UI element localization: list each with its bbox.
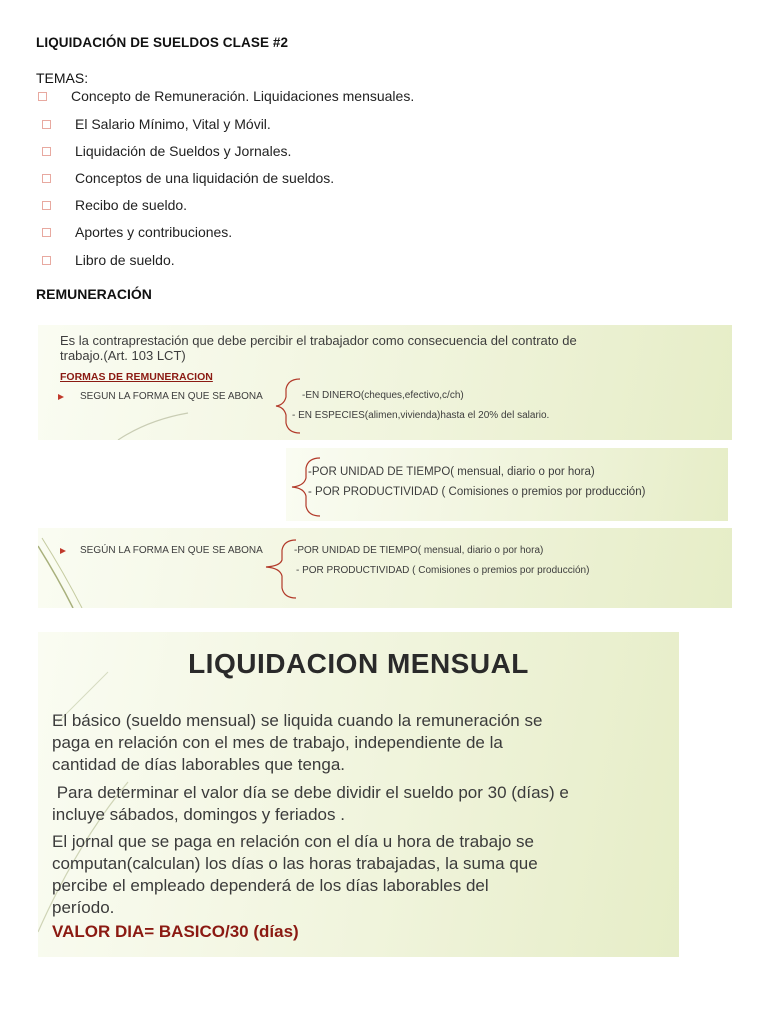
bullet-arrow-icon	[60, 548, 66, 554]
option-por-productividad: - POR PRODUCTIVIDAD ( Comisiones o premios por producción)	[308, 486, 646, 498]
option-en-especies: - EN ESPECIES(alimen,vivienda)hasta el 20% del salario.	[292, 410, 550, 421]
brace-icon	[264, 538, 298, 600]
checkbox-icon	[42, 256, 51, 265]
list-item: Concepto de Remuneración. Liquidaciones mensuales.	[71, 88, 415, 104]
paragraph-line: cantidad de días laborables que tenga.	[52, 755, 346, 774]
paragraph-line: Para determinar el valor día se debe dividir el sueldo por 30 (días) e	[52, 783, 569, 802]
slide-por-unidad	[286, 448, 728, 521]
paragraph-valor-dia	[52, 782, 569, 826]
criterion-label: SEGÚN LA FORMA EN QUE SE ABONA	[80, 545, 263, 556]
paragraph-line: computan(calculan) los días o las horas trabajadas, la suma que	[52, 854, 538, 873]
checkbox-icon	[42, 147, 51, 156]
slide-formas-remuneracion	[38, 325, 732, 440]
option-por-productividad: - POR PRODUCTIVIDAD ( Comisiones o premios por producción)	[296, 565, 590, 576]
list-item: Liquidación de Sueldos y Jornales.	[75, 143, 292, 159]
list-item: Recibo de sueldo.	[75, 197, 188, 213]
checkbox-icon	[42, 174, 51, 183]
checkbox-icon	[42, 120, 51, 129]
definition-line-2: trabajo.(Art. 103 LCT)	[60, 348, 186, 363]
slide-title: LIQUIDACION MENSUAL	[188, 648, 529, 679]
list-item: Aportes y contribuciones.	[75, 224, 233, 240]
paragraph-basico	[52, 710, 542, 776]
checkbox-icon	[42, 228, 51, 237]
option-por-unidad-tiempo: -POR UNIDAD DE TIEMPO( mensual, diario o por hora)	[294, 545, 544, 556]
paragraph-line: incluye sábados, domingos y feriados .	[52, 805, 345, 824]
paragraph-jornal	[52, 831, 538, 919]
paragraph-line: percibe el empleado dependerá de los días laborables del	[52, 876, 489, 895]
checkbox-icon	[42, 201, 51, 210]
paragraph-line: paga en relación con el mes de trabajo, independiente de la	[52, 733, 503, 752]
list-item: Libro de sueldo.	[75, 252, 175, 268]
bullet-arrow-icon	[58, 394, 64, 400]
document-title: LIQUIDACIÓN DE SUELDOS CLASE #2	[36, 35, 289, 50]
option-por-unidad-tiempo: -POR UNIDAD DE TIEMPO( mensual, diario o por hora)	[308, 466, 595, 478]
formula-valor-dia: VALOR DIA= BASICO/30 (días)	[52, 922, 299, 941]
checkbox-icon	[38, 92, 47, 101]
brace-icon	[274, 377, 304, 435]
paragraph-line: El básico (sueldo mensual) se liquida cuando la remuneración se	[52, 711, 543, 730]
list-item: Conceptos de una liquidación de sueldos.	[75, 170, 335, 186]
paragraph-line: período.	[52, 898, 115, 917]
criterion-label: SEGUN LA FORMA EN QUE SE ABONA	[80, 391, 263, 402]
option-en-dinero: -EN DINERO(cheques,efectivo,c/ch)	[302, 390, 464, 401]
slide-liquidacion-mensual	[38, 632, 679, 957]
definition-line-1: Es la contraprestación que debe percibir el trabajador como consecuencia del contrato de	[60, 333, 577, 348]
formas-heading: FORMAS DE REMUNERACION	[60, 371, 213, 383]
section-heading-remuneracion: REMUNERACIÓN	[36, 286, 152, 302]
topics-label: TEMAS:	[36, 70, 89, 86]
list-item: El Salario Mínimo, Vital y Móvil.	[75, 116, 271, 132]
paragraph-line: El jornal que se paga en relación con el día u hora de trabajo se	[52, 832, 534, 851]
slide-forma-abono	[38, 528, 732, 608]
